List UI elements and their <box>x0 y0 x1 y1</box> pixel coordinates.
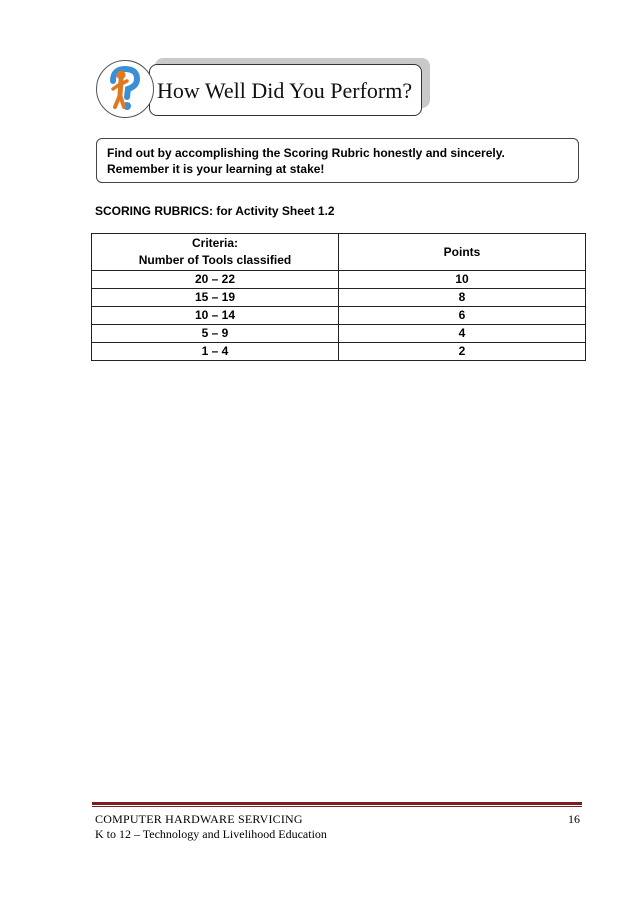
section-heading: SCORING RUBRICS: for Activity Sheet 1.2 <box>95 204 335 218</box>
range-cell: 15 – 19 <box>92 289 339 307</box>
table-row <box>92 271 586 289</box>
page-number: 16 <box>568 812 580 826</box>
points-cell: 8 <box>339 289 586 307</box>
criteria-header-line-1: Criteria: <box>191 236 238 250</box>
criteria-header <box>92 234 339 271</box>
scoring-rubric-table <box>91 233 586 361</box>
instruction-box <box>96 138 579 183</box>
range-cell: 1 – 4 <box>92 343 339 361</box>
points-cell: 2 <box>339 343 586 361</box>
table-row <box>92 343 586 361</box>
table-row <box>92 325 586 343</box>
footer-program: K to 12 – Technology and Livelihood Education <box>95 827 327 841</box>
footer-rule <box>92 802 582 805</box>
range-cell: 10 – 14 <box>92 307 339 325</box>
footer-rule-thin <box>92 806 582 807</box>
question-mark-figure-icon <box>96 60 154 118</box>
criteria-header-line-2: Number of Tools classified <box>138 253 292 267</box>
table-header-row <box>92 234 586 271</box>
range-cell: 20 – 22 <box>92 271 339 289</box>
points-cell: 10 <box>339 271 586 289</box>
table-row <box>92 307 586 325</box>
points-cell: 6 <box>339 307 586 325</box>
table-row <box>92 289 586 307</box>
instruction-line-2: Remember it is your learning at stake! <box>107 162 325 176</box>
footer-course-title: COMPUTER HARDWARE SERVICING <box>95 812 303 826</box>
range-cell: 5 – 9 <box>92 325 339 343</box>
banner-title: How Well Did You Perform? <box>157 78 413 103</box>
points-header: Points <box>339 234 586 271</box>
instruction-line-1: Find out by accomplishing the Scoring Rubric honestly and sincerely. <box>107 146 505 160</box>
points-cell: 4 <box>339 325 586 343</box>
